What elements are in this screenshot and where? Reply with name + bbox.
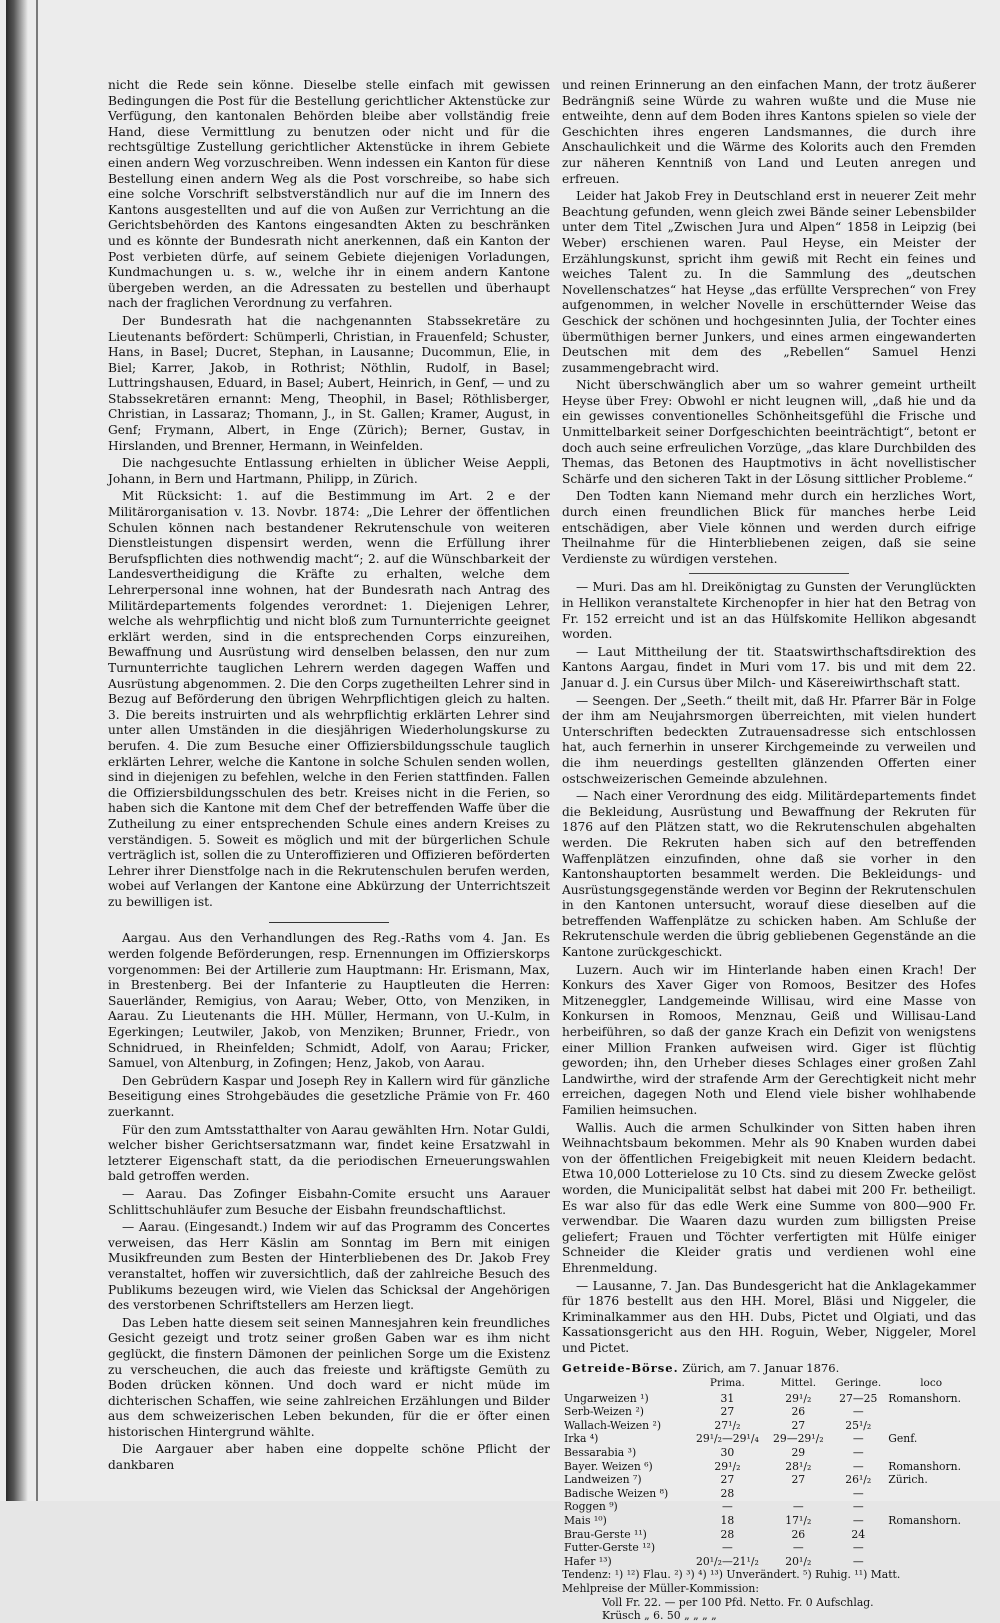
table-cell <box>886 1405 976 1419</box>
table-row <box>562 1541 976 1555</box>
table-cell: Serb-Weizen ²) <box>564 1405 644 1419</box>
table-cell: 25¹/₂ <box>845 1418 872 1432</box>
section-divider <box>269 922 389 923</box>
table-cell: Futter-Gerste ¹²) <box>564 1541 656 1555</box>
table-row <box>562 1432 976 1446</box>
table-cell: Brau-Gerste ¹¹) <box>564 1527 647 1541</box>
article-paragraph: Luzern. Auch wir im Hinterlande haben einen Krach! Der Konkurs des Xaver Giger von Romoos, Besitzer des Hofes Mitzeneggler, Landgemeinde Willisau, wird eine Masse von Konkursen in Romoos, Menznau, Geiß und Willisau-Land herbeiführen, so daß der ganze Krach ein Defizit von wenigstens einer Million Franken aufweisen wird. Giger ist flüchtig geworden; ihn, den Urheber dieses Schlages einer großen Zahl Landwirthe, wird der strafende Arm der Gerechtigkeit nicht mehr erreichen, dagegen Noth und Elend viele bisher wohlhabende Familien heimsuchen. <box>562 962 976 1117</box>
table-cell: 27 <box>720 1473 735 1487</box>
table-cell: Romanshorn. <box>888 1391 962 1405</box>
article-paragraph: Nicht überschwänglich aber um so wahrer gemeint urtheilt Heyse über Frey: Obwohl er nicht leugnen will, „daß hie und da ein gewisses conventionelles Schönheitsgefühl die Frische und Unmittelbarkeit seiner Dorfgeschichten beeinträchtigt“, betont er doch auch seine erfreulichen Vorzüge, „das klare Durchbilden des Themas, das Betonen des Hauptmotivs in ächt novellistischer Schärfe und den sicheren Takt in der Lösung sittlicher Probleme.“ <box>562 378 976 486</box>
table-cell: Bessarabia ³) <box>564 1446 637 1460</box>
article-paragraph: Das Leben hatte diesem seit seinen Mannesjahren kein freundliches Gesicht gezeigt und trotz seiner großen Gaben war es ihm nicht geglückt, die finstern Dämonen der peinlichen Sorge um die Existenz zu verscheuchen, die auch das freieste und kräftigste Gemüth zu Boden drücken können. Und doch ward er nicht müde im dichterischen Schaffen, wie seine zahlreichen Erzählungen und Bilder aus dem schweizerischen Leben bekunden, für die er öfter einen historischen Hintergrund wählte. <box>108 1315 550 1439</box>
table-cell: 27 <box>791 1473 806 1487</box>
table-row <box>562 1514 976 1528</box>
article-paragraph: — Seengen. Der „Seeth.“ theilt mit, daß Hr. Pfarrer Bär in Folge der ihm am Neujahrsmorgen überreichten, mit vielen hundert Unterschriften bedeckten Zutrauensadresse sich entschlossen hat, auch fernerhin in unserer Kirchgemeinde zu verweilen und die ihm neuerdings gestellten glänzenden Offerten einer ostschweizerischen Gemeinde abzulehnen. <box>562 693 976 786</box>
article-paragraph: Der Bundesrath hat die nachgenannten Stabssekretäre zu Lieutenants befördert: Schümperli, Christian, in Frauenfeld; Schuster, Hans, in Basel; Ducret, Stephan, in Lausanne; Ducommun, Elie, in Biel; Karrer, Jakob, in Rothrist; Nöthlin, Rudolf, in Basel; Luttringshausen, Eduard, in Basel; Aubert, Heinrich, in Genf, — und zu Stabssekretären ernannt: Meng, Theophil, in Basel; Röthlisberger, Christian, in Lassaraz; Thomann, J., in St. Gallen; Kramer, August, in Genf; Frymann, Albert, in Enge (Zürich); Berner, Gustav, in Hirslanden, und Brenner, Hermann, in Weinfelden. <box>108 313 550 453</box>
table-cell: Roggen ⁹) <box>564 1500 618 1514</box>
table-cell: — <box>852 1541 864 1555</box>
article-paragraph: — Nach einer Verordnung des eidg. Militärdepartements findet die Bekleidung, Ausrüstung und Bewaffnung der Rekruten für 1876 auf den Plätzen statt, wo die Rekrutenschulen abgehalten werden. Die Rekruten haben sich auf den betreffenden Waffenplätzen einzufinden, ohne daß sie vorher in den Kantonshauptorten besammelt werden. Die Bekleidungs- und Ausrüstungsgegenstände werden vor Beginn der Rekrutenschulen in den Kantonen untersucht, worauf diese dieselben auf die betreffenden Waffenplätze zu schicken haben. Am Schluße der Rekrutenschule werden die übrig gebliebenen Gegenstände an die Kantone zurückgeschickt. <box>562 789 976 960</box>
article-paragraph: Mit Rücksicht: 1. auf die Bestimmung im Art. 2 e der Militärorganisation v. 13. Novbr. 1874: „Die Lehrer der öffentlichen Schulen können nach bestandener Rekrutenschule von weiteren Dienstleistungen dispensirt werden, wenn die Erfüllung ihrer Berufspflichten dies nothwendig macht“; 2. auf die Wünschbarkeit der Landesvertheidigung die Kräfte zu erhalten, welche dem Lehrerpersonal inne wohnen, hat der Bundesrath nach Antrag des Militärdepartements folgendes verordnet: 1. Diejenigen Lehrer, welche als wehrpflichtig und nicht bloß zum Turnunterrichte geeignet erklärt werden, sind in die entsprechenden Corps einzureihen, Bewaffnung und Ausrüstung wird denselben belassen, den nur zum Turnunterrichte tauglichen Lehrern werden dagegen Waffen und Ausrüstung abgenommen. 2. Die den Corps zugetheilten Lehrer sind in Bezug auf Beförderung den übrigen Wehrpflichtigen gleich zu halten. 3. Die bereits instruirten und als wehrpflichtig erklärten Lehrer sind unter allen Umständen in die diesjährigen Wiederholungskurse zu berufen. 4. Die zum Besuche einer Offiziersbildungsschule tauglich erklärten Lehrer, welche die Kantone in solche Schulen senden wollen, sind in diejenigen zu befehlen, welche in den Ferien stattfinden. Fallen die Offiziersbildungsschulen des betr. Kreises nicht in die Ferien, so haben sich die Kantone mit dem Chef der betreffenden Waffe über die Zutheilung zu einer entsprechenden Schule eines andern Kreises zu verständigen. 5. Soweit es möglich und mit der bürgerlichen Schule verträglich ist, sollen die zu Unteroffizieren und Offizieren beförderten Lehrer ihrer Dienstfolge nach in die Rekrutenschulen berufen werden, wobei auf Verlangen der Kantone eine Abkürzung der Unterrichtszeit zu bewilligen ist. <box>108 489 550 909</box>
table-cell: — <box>722 1500 733 1514</box>
column-header: loco <box>920 1377 943 1390</box>
table-cell <box>886 1500 976 1514</box>
article-paragraph: Leider hat Jakob Frey in Deutschland erst in neuerer Zeit mehr Beachtung gefunden, wenn gleich zwei Bände seiner Lebensbilder unter dem Titel „Zwischen Jura und Alpen“ 1858 in Leipzig (bei Weber) erschienen waren. Paul Heyse, ein Meister der Erzählungskunst, spricht ihm gewiß mit Recht ein feines und weiches Talent zu. In die Sammlung des „deutschen Novellenschatzes“ hat Heyse „das erfüllte Versprechen“ von Frey aufgenommen, in welcher Novelle in erschütternder Weise das Geschick der schönen und hochgesinnten Julia, der Tochter eines übermüthigen berner Junkers, und eines armen eingewanderten Deutschen mit dem des „Rebellen“ Samuel Henzi zusammengebracht wird. <box>562 189 976 375</box>
article-paragraph: Den Gebrüdern Kaspar und Joseph Rey in Kallern wird für gänzliche Beseitigung eines Strohgebäudes die gesetzliche Prämie von Fr. 460 zuerkannt. <box>108 1073 550 1119</box>
table-cell: 30 <box>720 1446 735 1460</box>
table-cell: Romanshorn. <box>888 1514 962 1528</box>
table-cell: 26 <box>791 1405 806 1419</box>
table-cell <box>886 1419 976 1433</box>
table-row <box>562 1460 976 1474</box>
table-cell: Irka ⁴) <box>564 1432 599 1446</box>
scan-shadow-edge <box>6 0 28 1501</box>
bourse-heading <box>562 1361 976 1377</box>
bourse-title: Getreide-Börse. <box>562 1360 679 1375</box>
table-cell: 31 <box>720 1391 735 1405</box>
table-cell: Genf. <box>888 1432 918 1446</box>
table-row <box>562 1392 976 1406</box>
table-cell <box>886 1487 976 1501</box>
table-row <box>562 1500 976 1514</box>
column-header: Geringe. <box>835 1377 882 1390</box>
table-cell: 29—29¹/₂ <box>773 1432 824 1446</box>
table-cell: 27 <box>791 1418 806 1432</box>
article-paragraph: — Muri. Das am hl. Dreikönigtag zu Gunsten der Verunglückten in Hellikon veranstaltete Kirchenopfer in hier hat den Betrag von Fr. 152 erreicht und ist an das Hülfskomite Hellikon abgesandt worden. <box>562 580 976 642</box>
table-row <box>562 1555 976 1569</box>
right-column <box>562 78 976 1623</box>
table-cell: — <box>852 1486 864 1500</box>
table-cell <box>886 1528 976 1542</box>
flour-price-row: Krüsch „ 6. 50 „ „ „ „ <box>602 1609 717 1623</box>
article-paragraph: — Aarau. Das Zofinger Eisbahn-Comite ersucht uns Aarauer Schlittschuhläufer zum Besuche der Eisbahn freundschaftlichst. <box>108 1186 550 1217</box>
table-row <box>562 1528 976 1542</box>
table-cell: 17¹/₂ <box>785 1514 812 1528</box>
article-paragraph: — Laut Mittheilung der tit. Staatswirthschaftsdirektion des Kantons Aargau, findet in Muri vom 17. bis und mit dem 22. Januar d. J. ein Cursus über Milch- und Käsereiwirthschaft statt. <box>562 644 976 690</box>
table-cell: 26¹/₂ <box>845 1473 872 1487</box>
table-cell <box>886 1446 976 1460</box>
article-paragraph: und reinen Erinnerung an den einfachen Mann, der trotz äußerer Bedrängniß seine Würde zu wahren wußte und die Muse nie entweihte, denn auf dem Boden ihres Kantons spielen so viele der Geschichten ihres engeren Landsmannes, die durch ihre Anschaulichkeit und die Wärme des Kolorits auch den Fremden zur näheren Kenntniß von Land und Leuten anregen und erfreuen. <box>562 78 976 186</box>
table-cell: — <box>852 1459 864 1473</box>
table-cell: — <box>792 1541 804 1555</box>
article-paragraph: Den Todten kann Niemand mehr durch ein herzliches Wort, durch einen freundlichen Blick für manches herbe Leid entschädigen, aber Viele können und werden durch eifrige Theilnahme für die Hinterbliebenen zeigen, daß sie seine Verdienste zu würdigen verstehen. <box>562 489 976 566</box>
table-cell: Landweizen ⁷) <box>564 1473 642 1487</box>
column-header: Prima. <box>709 1377 745 1390</box>
table-cell: 24 <box>851 1527 866 1541</box>
table-cell: 28 <box>720 1486 735 1500</box>
page-border-line <box>36 0 38 1501</box>
table-cell: 29¹/₂ <box>714 1459 741 1473</box>
table-cell: — <box>722 1541 733 1555</box>
table-cell <box>766 1487 830 1501</box>
table-cell: — <box>852 1554 864 1568</box>
table-cell: 20¹/₂—21¹/₂ <box>695 1554 759 1568</box>
table-header-row <box>562 1376 976 1392</box>
table-cell: 29¹/₂ <box>785 1391 812 1405</box>
bourse-place-date: Zürich, am 7. Januar 1876. <box>682 1360 840 1375</box>
table-cell: Ungarweizen ¹) <box>564 1391 649 1405</box>
column-header <box>562 1376 688 1392</box>
table-cell <box>886 1555 976 1569</box>
table-cell: Bayer. Weizen ⁶) <box>564 1459 653 1473</box>
table-cell: — <box>852 1514 864 1528</box>
left-column <box>108 78 550 1476</box>
table-cell: 20¹/₂ <box>785 1554 812 1568</box>
table-cell: Hafer ¹³) <box>564 1554 612 1568</box>
article-paragraph: Für den zum Amtsstatthalter von Aarau gewählten Hrn. Notar Guldi, welcher bisher Gerichtsersatzmann war, findet keine Ersatzwahl in letzterer Eigenschaft statt, da die periodischen Erneuerungswahlen bald getroffen werden. <box>108 1122 550 1184</box>
section-divider <box>689 573 849 574</box>
article-paragraph: Wallis. Auch die armen Schulkinder von Sitten haben ihren Weihnachtsbaum bekommen. Mehr als 90 Knaben wurden dabei von der öffentlichen Freigebigkeit mit neuen Kleidern bedacht. Etwa 10,000 Lotterielose zu 10 Cts. sind zu diesem Zwecke gelöst worden, die Municipalität selbst hat dabei mit 200 Fr. betheiligt. Es war also für das edle Werk eine Summe von 800—900 Fr. verwendbar. Die Waaren dazu wurden zum billigsten Preise geliefert; Frauen und Töchter verfertigten mit Hülfe einiger Schneider die Kleider gratis und verdienen wohl eine Ehrenmeldung. <box>562 1120 976 1275</box>
table-cell: 29 <box>791 1446 806 1460</box>
table-row <box>562 1446 976 1460</box>
table-cell: Zürich. <box>888 1473 928 1487</box>
column-header: Mittel. <box>780 1377 817 1390</box>
article-paragraph: — Lausanne, 7. Jan. Das Bundesgericht hat die Anklagekammer für 1876 bestellt aus den HH. Morel, Bläsi und Niggeler, die Kriminalkammer aus den HH. Dubs, Pictet und Olgiati, und das Kassationsgericht aus den HH. Roguin, Weber, Niggeler, Morel und Pictet. <box>562 1278 976 1355</box>
table-row <box>562 1487 976 1501</box>
table-cell: 27 <box>720 1405 735 1419</box>
table-row <box>562 1405 976 1419</box>
table-cell: Romanshorn. <box>888 1459 962 1473</box>
bourse-tendency: Tendenz: ¹) ¹²) Flau. ²) ³) ⁴) ¹³) Unverändert. ⁵) Ruhig. ¹¹) Matt. <box>562 1568 901 1582</box>
table-cell: 27—25 <box>839 1391 878 1405</box>
table-cell: — <box>852 1405 864 1419</box>
table-cell: — <box>852 1432 864 1446</box>
article-paragraph: nicht die Rede sein könne. Dieselbe stelle einfach mit gewissen Bedingungen die Post für die Bestellung gerichtlicher Aktenstücke zur Verfügung, den kantonalen Behörden bleibe aber vollständig freie Hand, diese Vermittlung zu benutzen oder nicht und für die rechtsgültige Zustellung gerichtlicher Aktenstücke in ihrem Gebiete einen andern Weg vorzuschreiben. Wenn indessen ein Kanton für diese Bestellung einen andern Weg als die Post vorschreibe, so habe sich eine solche Vorschrift selbstverständlich nur auf die im Innern des Kantons ausgestellten und auf die von Außen zur Verrichtung an die Gerichtsbehörden des Kantons eingesandten Akten zu beschränken und es könnte der Bundesrath nicht anerkennen, daß ein Kanton der Post verbieten dürfe, auf seinem Gebiete diejenigen Vorladungen, Kundmachungen u. s. w., welche ihr in einem andern Kantone übergeben werden, an die Adressaten zu bestellen und überhaupt nach der fraglichen Verordnung zu verfahren. <box>108 78 550 311</box>
table-cell: 29¹/₂—29¹/₄ <box>695 1432 759 1446</box>
article-paragraph: — Aarau. (Eingesandt.) Indem wir auf das Programm des Concertes verweisen, das Herr Käslin am Sonntag im Bern mit einigen Musikfreunden zum Besten der Hinterbliebenen des Dr. Jakob Frey veranstaltet, hoffen wir zuversichtlich, daß der zahlreiche Besuch des Publikums bezeugen wird, wie Vielen das Schicksal der Angehörigen des verstorbenen Schriftstellers am Herzen liegt. <box>108 1220 550 1313</box>
table-cell: 28 <box>720 1527 735 1541</box>
grain-price-rows <box>562 1392 976 1569</box>
article-paragraph: Aargau. Aus den Verhandlungen des Reg.-Raths vom 4. Jan. Es werden folgende Beförderungen, resp. Ernennungen im Offizierskorps vorgenommen: Bei der Artillerie zum Hauptmann: Hr. Erismann, Max, in Brestenberg. Bei der Infanterie zu Hauptleuten die Herren: Sauerländer, Remigius, von Aarau; Weber, Otto, von Menziken, in Aarau. Zu Lieutenants die HH. Müller, Hermann, von U.-Kulm, in Egerkingen; Leutwiler, Jakob, von Menziken; Brunner, Friedr., von Schnidrued, in Rheinfelden; Schmidt, Adolf, von Aarau; Fricker, Samuel, von Altenburg, in Zofingen; Henz, Jakob, von Aarau. <box>108 931 550 1071</box>
table-row <box>562 1473 976 1487</box>
flour-prices-title: Mehlpreise der Müller-Kommission: <box>562 1582 759 1595</box>
table-cell: — <box>792 1500 804 1514</box>
table-cell: Mais ¹⁰) <box>564 1514 607 1528</box>
table-cell: 18 <box>720 1514 735 1528</box>
grain-price-table <box>562 1376 976 1568</box>
table-row <box>562 1419 976 1433</box>
table-cell: — <box>852 1500 864 1514</box>
table-cell: Badische Weizen ⁸) <box>564 1486 669 1500</box>
table-cell <box>886 1541 976 1555</box>
table-cell: 26 <box>791 1527 806 1541</box>
flour-prices <box>562 1582 976 1623</box>
table-cell: — <box>852 1446 864 1460</box>
flour-price-row: Voll Fr. 22. — per 100 Pfd. Netto. Fr. 0 Aufschlag. <box>602 1595 874 1609</box>
article-paragraph: Die nachgesuchte Entlassung erhielten in üblicher Weise Aeppli, Johann, in Bern und Hartmann, Philipp, in Zürich. <box>108 456 550 486</box>
article-paragraph: Die Aargauer aber haben eine doppelte schöne Pflicht der dankbaren <box>108 1442 550 1473</box>
table-cell: 28¹/₂ <box>785 1459 812 1473</box>
table-cell: 27¹/₂ <box>714 1418 741 1432</box>
table-cell: Wallach-Weizen ²) <box>564 1418 662 1432</box>
